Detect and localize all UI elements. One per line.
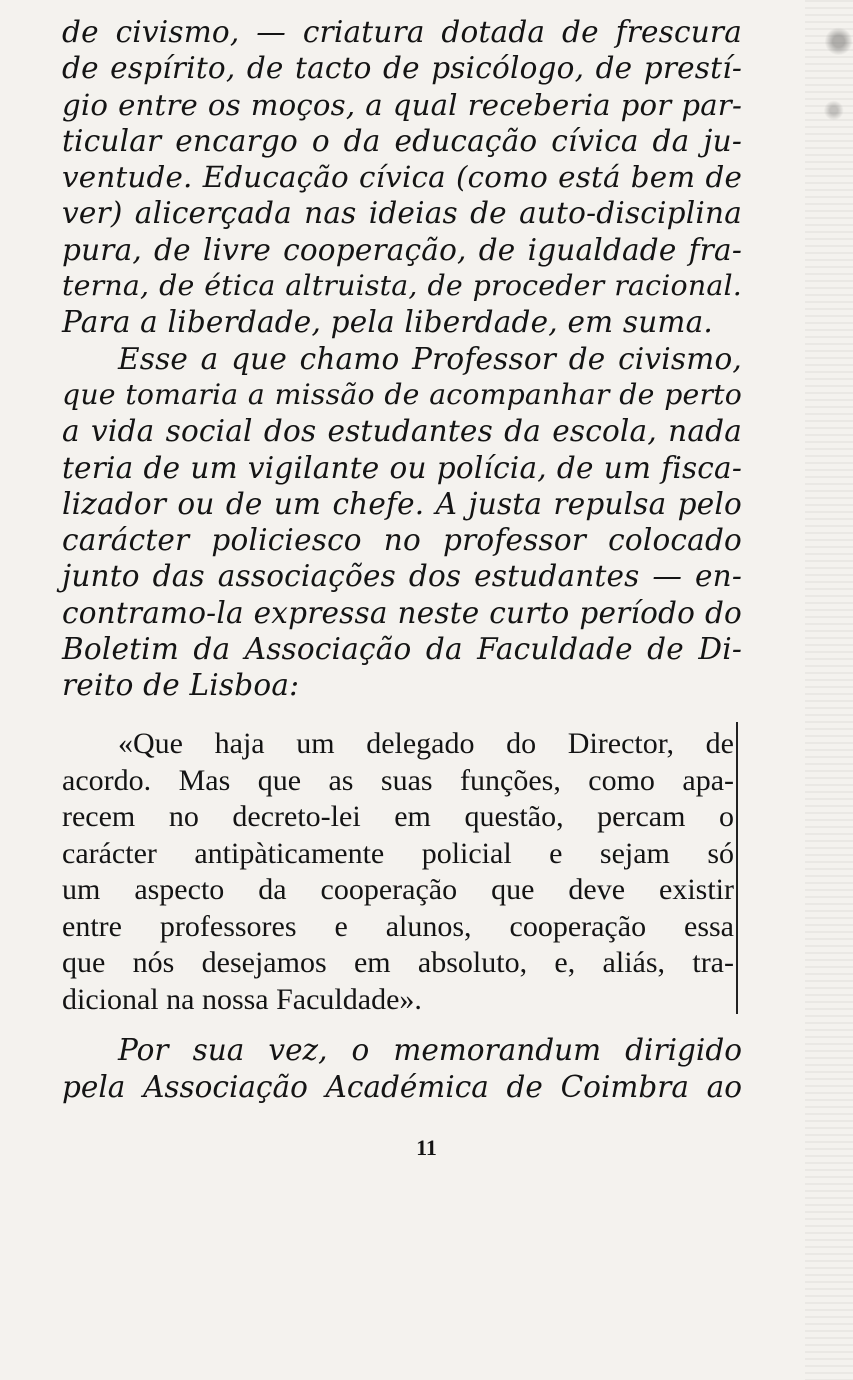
text-line: terna, de ética altruista, de proceder racional. [62, 269, 742, 303]
text-line: carácter policiesco no professor colocado [62, 523, 742, 558]
text-line: pura, de livre cooperação, de igualdade fra- [62, 232, 742, 267]
text-line: a vida social dos estudantes da escola, nada [62, 414, 742, 449]
text-line: de espírito, de tacto de psicólogo, de prestí- [62, 51, 742, 86]
quote-line: que nós desejamos em absoluto, e, aliás, tra- [62, 946, 734, 979]
quote-line: entre professores e alunos, cooperação essa [62, 909, 734, 943]
text-line: gio entre os moços, a qual receberia por par- [62, 87, 742, 122]
text-line: que tomaria a missão de acompanhar de perto [62, 377, 742, 411]
text-line: pela Associação Académica de Coimbra ao [62, 1069, 742, 1104]
quote-line: acordo. Mas que as suas funções, como apa- [62, 763, 734, 797]
page-number: 11 [416, 1135, 437, 1160]
text-line: reito de Lisboa: [62, 668, 300, 703]
text-line: teria de um vigilante ou polícia, de um fisca- [62, 450, 742, 485]
text-line: lizador ou de um chefe. A justa repulsa pelo [62, 486, 742, 521]
text-line: ver) alicerçada nas ideias de auto-disciplina [62, 196, 742, 231]
text-line: ventude. Educação cívica (como está bem de [62, 160, 742, 195]
text-line: de civismo, — criatura dotada de frescura [62, 15, 742, 49]
text-line: Boletim da Associação da Faculdade de Di- [62, 632, 742, 667]
body-text-upper [62, 14, 742, 704]
quote-line: dicional na nossa Faculdade». [62, 982, 422, 1016]
quote-margin-bar [736, 722, 738, 1014]
quote-line: um aspecto da cooperação que deve existir [62, 873, 734, 906]
text-line: contramo-la expressa neste curto período do [62, 595, 742, 630]
text-line: junto das associações dos estudantes — en- [62, 559, 742, 594]
text-line: Esse a que chamo Professor de civismo, [118, 341, 742, 376]
text-line: Para a liberdade, pela liberdade, em suma. [62, 305, 713, 340]
scan-edge-noise [805, 0, 853, 1380]
text-line: Por sua vez, o memorandum dirigido [118, 1033, 742, 1067]
block-quote [62, 726, 734, 1018]
quote-line: carácter antipàticamente policial e sejam só [62, 836, 734, 870]
quote-line: recem no decreto-lei em questão, percam o [62, 800, 734, 833]
text-line: ticular encargo o da educação cívica da ju- [62, 123, 742, 158]
quote-line: «Que haja um delegado do Director, de [118, 727, 734, 760]
body-text-lower [62, 1032, 742, 1105]
